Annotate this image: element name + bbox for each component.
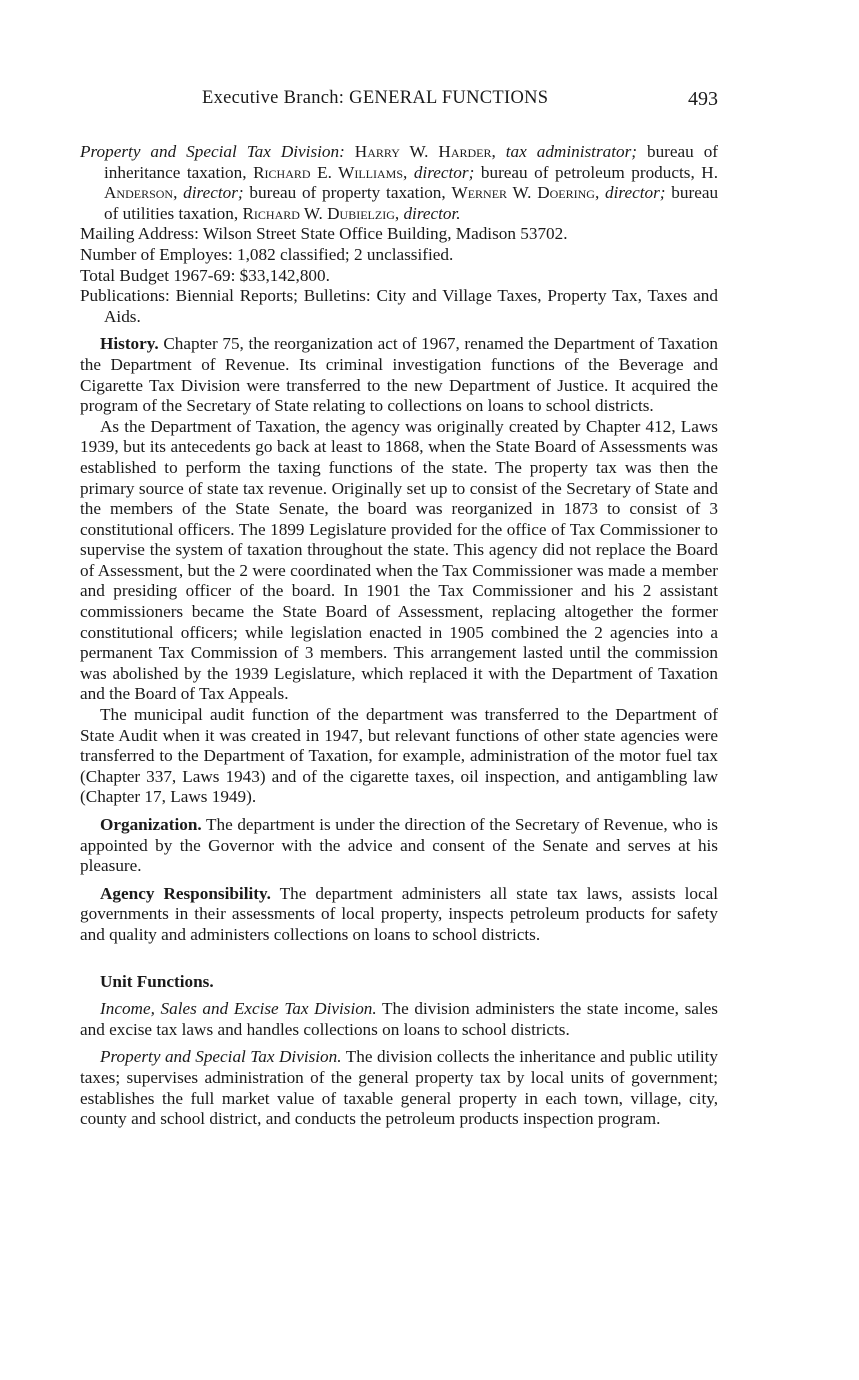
inheritance-bureau: bureau of inheritance taxation,: [104, 142, 719, 182]
income-division-name: Income, Sales and Excise Tax Division.: [100, 999, 377, 1019]
staff-division-name: Property and Special Tax Division:: [80, 142, 345, 161]
administrator-name: Harry W. Harder,: [354, 142, 496, 161]
history-paragraph-2: As the Department of Taxation, the agency was originally created by Chapter 412, Laws 1939, but its antecedents go back at least to 1868, when the State Board of Assessments was established to perform the taxing functions of the state. The property tax was then the primary source of state tax revenue. Originally set up to consist of the Secretary of State and the members of the State Senate, the board was reorganized in 1873 to consist of 3 constitutional officers. The 1899 Legislature provided for the office of Tax Commissioner to supervise the system of taxation throughout the state. This agency did not replace the Board of Assessment, but the 2 were coordinated when the Tax Commissioner was made a member and presiding officer of the board. In 1901 the Tax Commissioner and his 2 assistant commissioners became the State Board of Assessment, replacing altogether the former constitutional officers; while legislation enacted in 1905 combined the 2 agencies into a permanent Tax Commission of 3 members. This arrangement lasted until the commission was abolished by the 1939 Legislature, which replaced it with the Department of Taxation and the Board of Tax Appeals.: [80, 416, 718, 704]
history-heading: History.: [100, 334, 159, 354]
income-division-paragraph: [80, 999, 718, 1040]
responsibility-heading: Agency Responsibility.: [100, 883, 271, 903]
organization-heading: Organization.: [100, 815, 202, 834]
income-division-text: The division administers the state income, sales and excise tax laws and handles collections on loans to school districts.: [80, 999, 718, 1039]
history-paragraph-3: The municipal audit function of the department was transferred to the Department of State Audit when it was created in 1947, but relevant functions of other state agencies were transferred to the Department of Taxation, for example, administration of the motor fuel tax (Chapter 337, Laws 1943) and of the cigarette taxes, oil inspection, and antigambling law (Chapter 17, Laws 1949).: [80, 705, 718, 807]
employee-count: Number of Employes: 1,082 classified; 2 unclassified.: [80, 244, 454, 264]
property-division-paragraph: [80, 1047, 718, 1129]
history-paragraph: [80, 334, 718, 416]
director-label: director;: [183, 183, 244, 203]
administrator-title: tax administrator;: [505, 142, 638, 161]
property-division-text: The division collects the inheritance and public utility taxes; supervises administration of the general property tax by local units of government; establishes the full market value of taxable general property in each town, village, city, county and school district, and conducts the petroleum products inspection program.: [80, 1047, 718, 1129]
director-label: director.: [403, 203, 461, 223]
property-division-name: Property and Special Tax Division.: [100, 1047, 342, 1067]
history-text: Chapter 75, the reorganization act of 1967, renamed the Department of Taxation the Department of Revenue. Its criminal investigation functions of the Beverage and Cigarette Tax Division were transferred to the new Department of Justice. It acquired the program of the Secretary of State relating to collections on loans to school districts.: [80, 334, 719, 416]
responsibility-paragraph: [80, 884, 718, 946]
division-staff-listing: [80, 142, 718, 224]
page-number: 493: [688, 88, 718, 110]
page-body: [80, 142, 718, 1130]
petroleum-director-name: Anderson,: [104, 183, 178, 203]
organization-paragraph: [80, 815, 718, 877]
property-director-name: Werner W. Doering,: [451, 183, 600, 203]
inheritance-director-name: Richard E. Williams,: [253, 162, 408, 182]
running-header: [80, 88, 718, 114]
total-budget: Total Budget 1967-69: $33,142,800.: [80, 265, 330, 285]
utilities-bureau: bureau of utilities taxation,: [104, 183, 719, 223]
mailing-address: Mailing Address: Wilson Street State Office Building, Madison 53702.: [80, 224, 568, 244]
petroleum-bureau: bureau of petroleum products, H.: [480, 162, 718, 182]
responsibility-text: The department administers all state tax laws, assists local governments in their assessments of local property, inspects petroleum products for safety and quality and administers collections on loans to school districts.: [80, 883, 718, 944]
director-label: director;: [413, 162, 475, 182]
unit-functions-heading: [80, 972, 718, 993]
organization-text: The department is under the direction of the Secretary of Revenue, who is appointed by the Governor with the advice and consent of the Senate and serves at his pleasure.: [80, 815, 718, 876]
utilities-director-name: Richard W. Dubielzig,: [242, 203, 400, 223]
publications: Publications: Biennial Reports; Bulletins: City and Village Taxes, Property Tax, Taxes and Aids.: [80, 286, 718, 326]
property-bureau: bureau of property taxation,: [249, 183, 446, 203]
unit-functions-title: Unit Functions.: [100, 971, 214, 991]
director-label: director;: [605, 183, 666, 203]
header-title: Executive Branch: GENERAL FUNCTIONS: [202, 88, 549, 108]
